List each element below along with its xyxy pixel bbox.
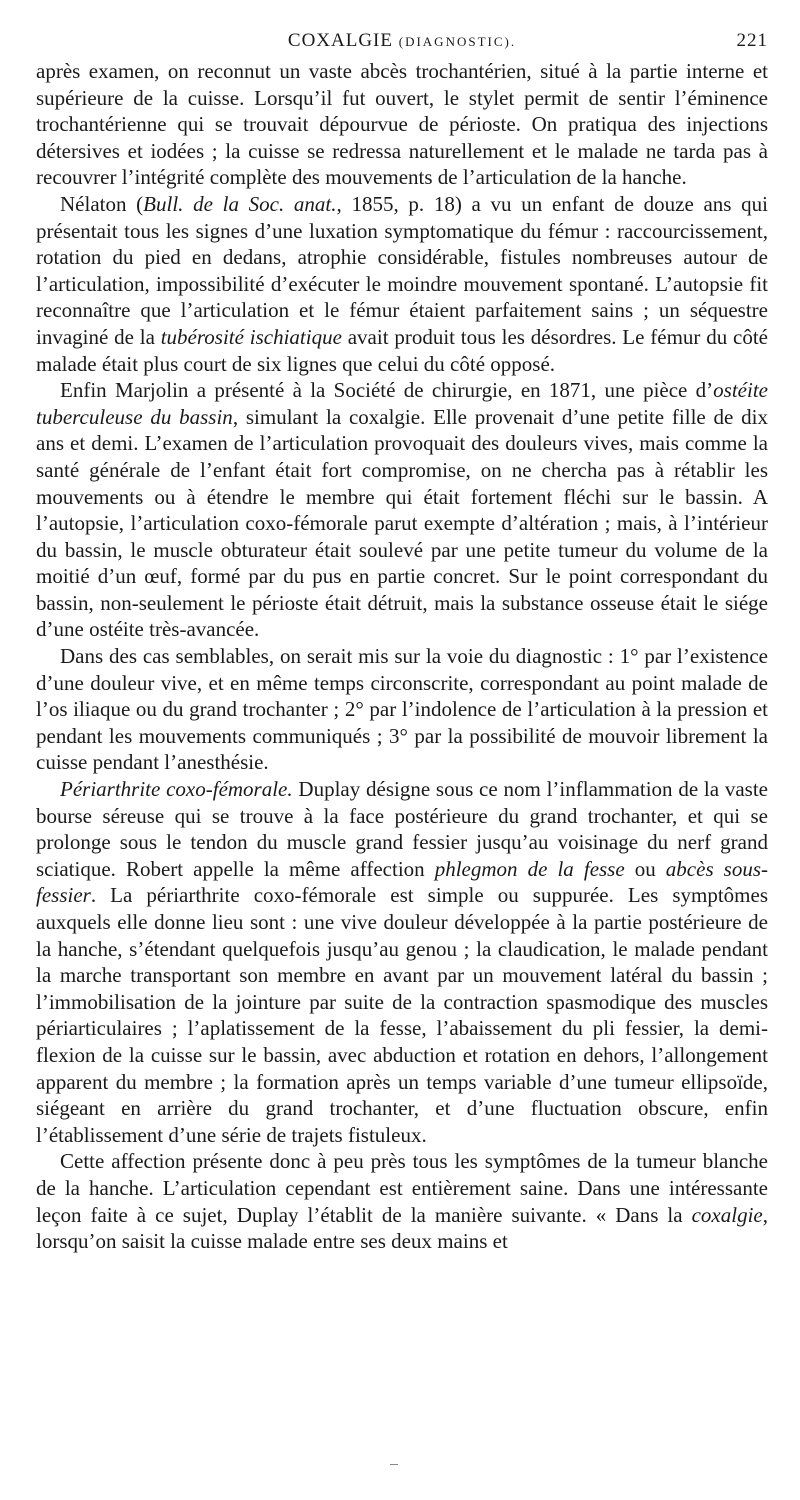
text-run: , 1855, p. 18) a vu un enfant de douze ans qui présentait tous les signes d’une luxation symptomatique du fémur : raccourcissement, rotation du pied en dedans, atrophie considérable, fistules nombreuses autour de l’articulation, impossibilité d’exécuter le moindre mouvement spontané. L’autopsie fit reconnaître que l’articulation et le fémur étaient parfaitement sains ; un séquestre invaginé de la [36, 191, 768, 349]
italic-text: Bull. de la Soc. anat. [143, 191, 337, 216]
body-text [36, 58, 768, 1255]
italic-text: phlegmon de la fesse [434, 856, 625, 881]
text-run: Enfin Marjolin a présenté à la Société de chirurgie, en 1871, une pièce d’ [60, 378, 714, 403]
text-run: Duplay désigne sous ce nom l’inflammation de la vaste bourse séreuse qui se trouve à la face postérieure du grand trochanter, et qui se prolonge sous le tendon du muscle grand fessier jusqu’au voisinage du nerf grand sciatique. Robert appelle la même affection [36, 777, 768, 881]
book-page [36, 30, 768, 1255]
running-head-sub: (DIAGNOSTIC). [398, 34, 517, 49]
text-run: après examen, on reconnut un vaste abcès trochantérien, situé à la partie interne et supérieure de la cuisse. Lorsqu’il fut ouvert, le stylet permit de sentir l’éminence trochantérienne qui se trouvait dépourvue de périoste. On pratiqua des injections détersives et iodées ; la cuisse se redressa naturellement et le malade ne tarda pas à recouvrer l’intégrité complète des mouvements de l’articulation de la hanche. [36, 59, 768, 190]
text-run: ou [624, 856, 666, 881]
text-run: avait produit tous les désordres. Le fémur du côté malade était plus court de six lignes que celui du côté opposé. [36, 324, 768, 376]
running-head-title [36, 30, 768, 52]
paragraph [36, 643, 768, 776]
italic-text: Périarthrite coxo-fémorale. [60, 777, 293, 802]
italic-text: tubérosité ischiatique [160, 324, 342, 349]
text-run: . La périarthrite coxo-fémorale est simple ou suppurée. Les symptômes auxquels elle donne lieu sont : une vive douleur développée à la partie postérieure de la hanche, s’étendant quelquefois jusqu’au genou ; la claudication, le malade pendant la marche transportant son membre en avant par un mouvement latéral du bassin ; l’immobilisation de la jointure par suite de la contraction spasmodique des muscles périarticulaires ; l’aplatissement de la fesse, l’abaissement du pli fessier, la demi-flexion de la cuisse sur le bassin, avec abduction et rotation en dehors, l’allongement apparent du membre ; la formation après un temps variable d’une tumeur ellipsoïde, siégeant en arrière du grand trochanter, et d’une fluctuation obscure, enfin l’établissement d’une série de trajets fistuleux. [36, 883, 768, 1147]
italic-text: ostéite tuberculeuse du bassin [36, 378, 768, 429]
footer-mark [390, 1464, 398, 1465]
paragraph [36, 191, 768, 377]
page-number: 221 [736, 30, 768, 51]
italic-text: coxalgie [691, 1202, 763, 1227]
text-run: Nélaton ( [60, 191, 144, 216]
paragraph [36, 377, 768, 643]
text-run: , simulant la coxalgie. Elle provenait d’une petite fille de dix ans et demi. L’examen de l’articulation provoquait des douleurs vives, mais comme la santé générale de l’enfant était fort compromise, on ne chercha pas à rétablir les mouvements ou à étendre le membre qui était fortement fléchi sur le bassin. A l’autopsie, l’articulation coxo-fémorale parut exempte d’altération ; mais, à l’intérieur du bassin, le muscle obturateur était soulevé par une petite tumeur du volume de la moitié d’un œuf, formé par du pus en partie concret. Sur le point correspondant du bassin, non-seulement le périoste était détruit, mais la substance osseuse était le siége d’une ostéite très-avancée. [36, 404, 769, 642]
text-run: Dans des cas semblables, on serait mis sur la voie du diagnostic : 1° par l’existence d’une douleur vive, et en même temps circonscrite, correspondant au point malade de l’os iliaque ou du grand trochanter ; 2° par l’indolence de l’articulation à la pression et pendant les mouvements communiqués ; 3° par la possibilité de mouvoir librement la cuisse pendant l’anesthésie. [36, 644, 768, 775]
running-head [36, 30, 768, 58]
text-run: , lorsqu’on saisit la cuisse malade entre ses deux mains et [36, 1202, 768, 1254]
text-run: Cette affection présente donc à peu près tous les symptômes de la tumeur blanche de la hanche. L’articulation cependant est entièrement saine. Dans une intéressante leçon faite à ce sujet, Duplay l’établit de la manière suivante. « Dans la [36, 1149, 768, 1227]
paragraph [36, 1148, 768, 1254]
running-head-main: COXALGIE [287, 30, 393, 51]
paragraph [36, 58, 768, 191]
italic-text: abcès sous-fessier [36, 856, 769, 908]
paragraph [36, 776, 768, 1148]
